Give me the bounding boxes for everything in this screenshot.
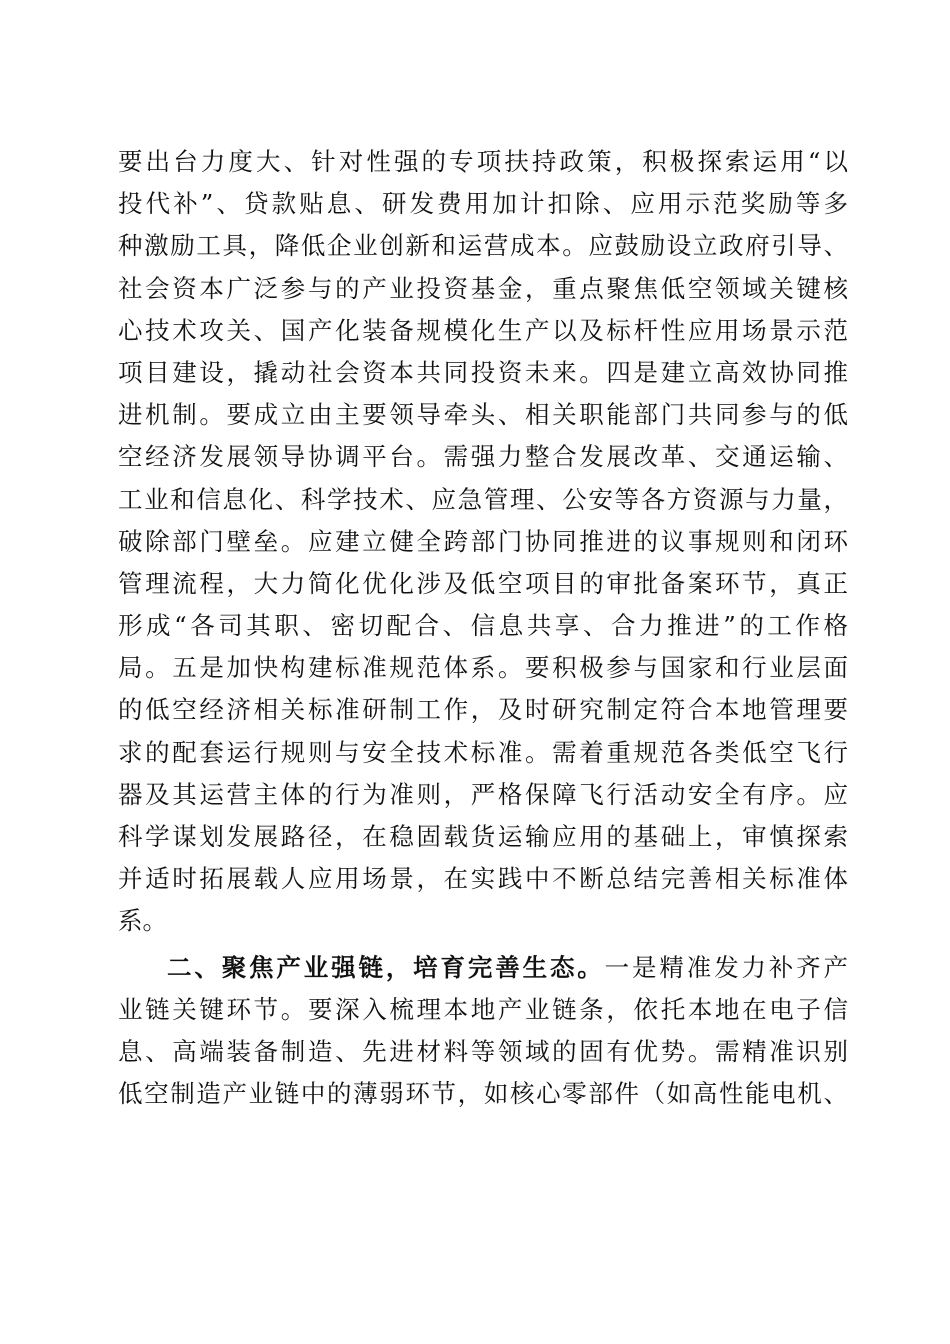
text-line: 社会资本广泛参与的产业投资基金，重点聚焦低空领域关键核 — [118, 273, 848, 303]
paragraph-1 — [118, 141, 848, 943]
text-line: 项目建设，撬动社会资本共同投资未来。四是建立高效协同推 — [118, 357, 848, 387]
text-line: 器及其运营主体的行为准则，严格保障飞行活动安全有序。应 — [118, 779, 848, 809]
text-line-heading — [118, 947, 848, 989]
text-line: 业链关键环节。要深入梳理本地产业链条，依托本地在电子信 — [118, 994, 848, 1024]
text-line: 形成“各司其职、密切配合、信息共享、合力推进”的工作格 — [118, 611, 848, 641]
text-line: 破除部门壁垒。应建立健全跨部门协同推进的议事规则和闭环 — [118, 526, 848, 556]
text-line: 求的配套运行规则与安全技术标准。需着重规范各类低空飞行 — [118, 737, 848, 767]
text-line: 息、高端装备制造、先进材料等领域的固有优势。需精准识别 — [118, 1036, 848, 1066]
text-line: 系。 — [118, 906, 167, 936]
text-line: 局。五是加快构建标准规范体系。要积极参与国家和行业层面 — [118, 653, 848, 683]
text-line: 的低空经济相关标准研制工作，及时研究制定符合本地管理要 — [118, 695, 848, 725]
text-line: 投代补”、贷款贴息、研发费用加计扣除、应用示范奖励等多 — [118, 189, 848, 219]
paragraph-2 — [118, 947, 848, 1116]
text-line: 空经济发展领导协调平台。需强力整合发展改革、交通运输、 — [118, 442, 848, 472]
heading-line-text: 一是精准发力补齐产 — [604, 952, 849, 982]
text-line: 低空制造产业链中的薄弱环节，如核心零部件（如高性能电机、 — [118, 1079, 848, 1109]
text-line: 进机制。要成立由主要领导牵头、相关职能部门共同参与的低 — [118, 400, 848, 430]
text-line: 管理流程，大力简化优化涉及低空项目的审批备案环节，真正 — [118, 568, 848, 598]
document-body — [118, 141, 848, 1115]
section-heading: 二、聚焦产业强链，培育完善生态。 — [167, 952, 605, 982]
text-line: 要出台力度大、针对性强的专项扶持政策，积极探索运用“以 — [118, 147, 848, 176]
text-line: 种激励工具，降低企业创新和运营成本。应鼓励设立政府引导、 — [118, 231, 848, 261]
text-line: 并适时拓展载人应用场景，在实践中不断总结完善相关标准体 — [118, 864, 848, 894]
text-line: 工业和信息化、科学技术、应急管理、公安等各方资源与力量， — [118, 484, 848, 514]
text-line: 科学谋划发展路径，在稳固载货运输应用的基础上，审慎探索 — [118, 822, 848, 851]
text-line: 心技术攻关、国产化装备规模化生产以及标杆性应用场景示范 — [118, 315, 848, 345]
